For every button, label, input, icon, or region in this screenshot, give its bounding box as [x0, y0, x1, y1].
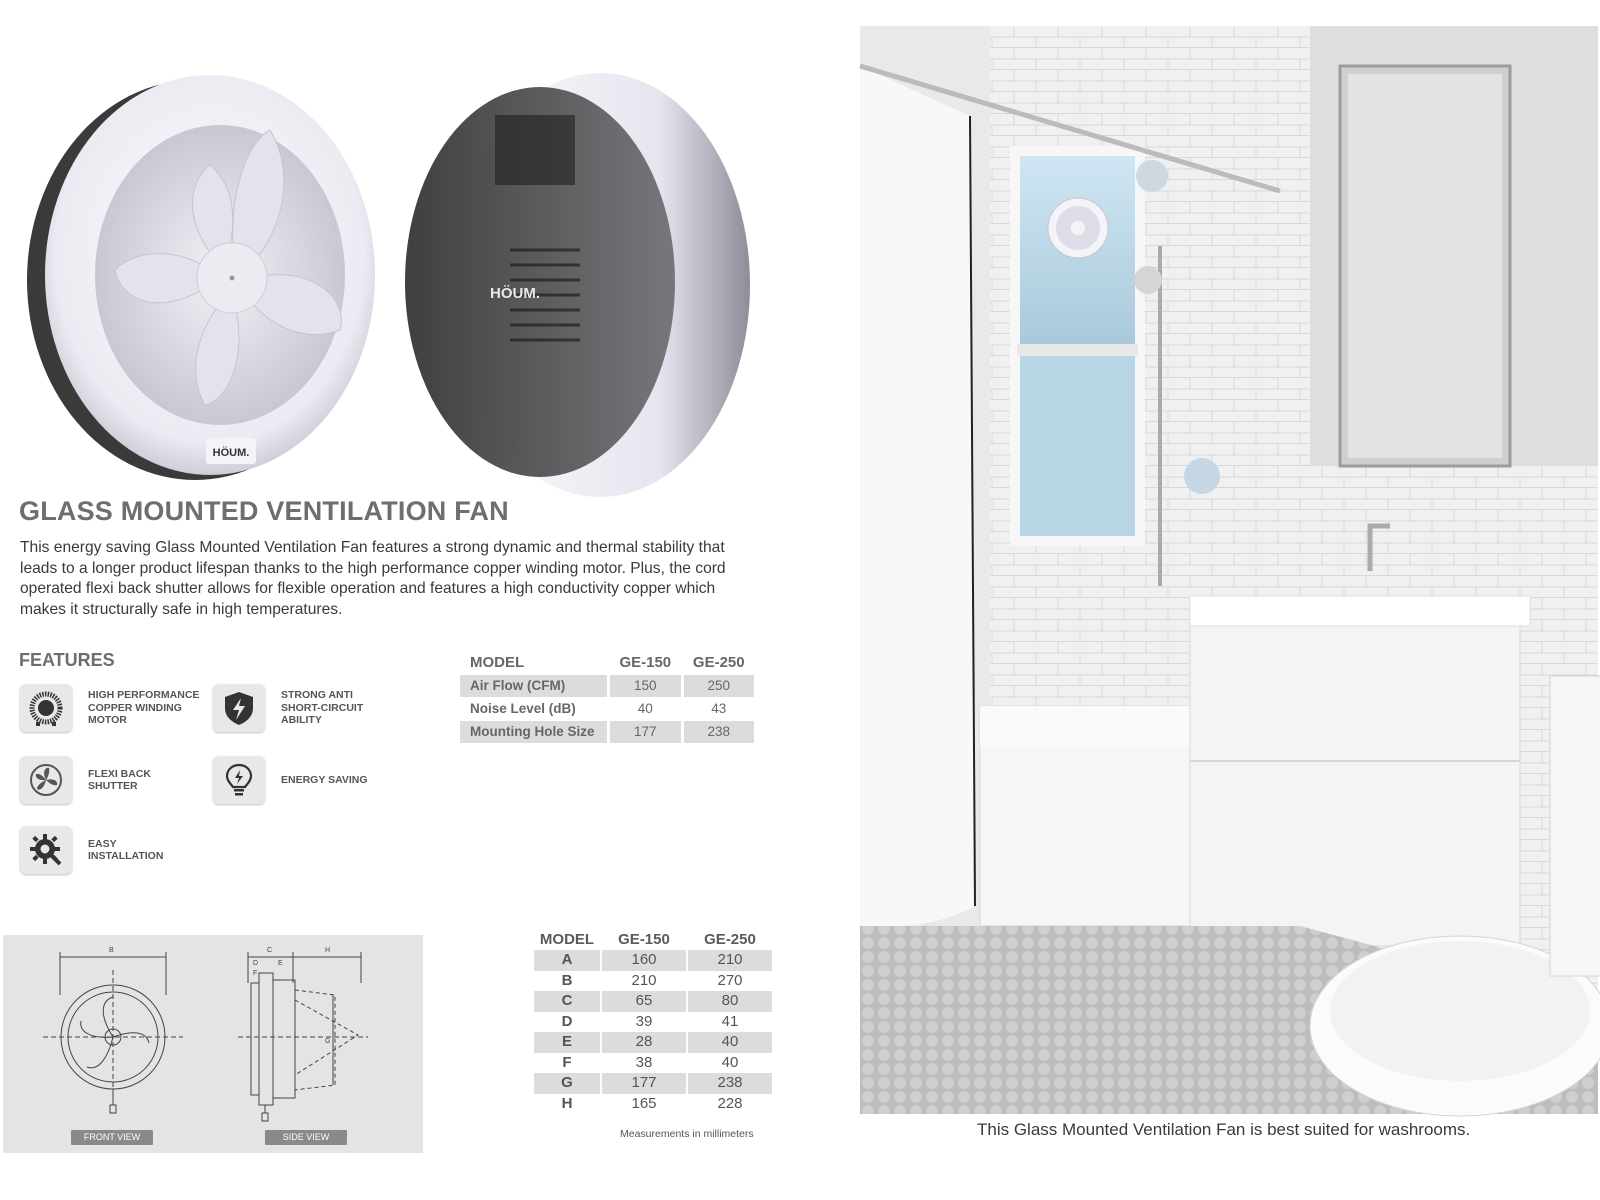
- cell-ge150: 38: [635, 1053, 653, 1071]
- cell-ge250: 270: [717, 971, 743, 989]
- header-ge250: GE-250: [692, 654, 745, 671]
- fan-front-image: [20, 70, 375, 480]
- table-row: [534, 1032, 774, 1053]
- cell-ge150: 177: [602, 1073, 686, 1094]
- feature-label: FLEXI BACK SHUTTER: [88, 767, 151, 792]
- cell-ge250: 80: [688, 991, 772, 1012]
- table-row: [534, 1053, 774, 1074]
- dim-label-h: H: [325, 947, 331, 954]
- side-view-label: SIDE VIEW: [265, 1130, 347, 1145]
- feature-energy-saving: [213, 756, 368, 804]
- spec-table-header: [460, 654, 754, 674]
- cell-ge250: 238: [684, 721, 754, 743]
- row-key: E: [534, 1032, 600, 1053]
- fan-back-image: [400, 70, 752, 500]
- dimension-table-header: [534, 930, 774, 950]
- row-key: B: [561, 971, 573, 989]
- row-key: D: [561, 1012, 573, 1030]
- row-label: Air Flow (CFM): [460, 675, 607, 697]
- row-label: Noise Level (dB): [470, 701, 576, 716]
- row-key: A: [534, 950, 600, 971]
- product-description: This energy saving Glass Mounted Ventilation Fan features a strong dynamic and thermal stability that leads to a longer product lifespan thanks to the high performance copper winding motor. Plus, the cord operated flexi back shutter allows for flexible operation and features a high conductivity copper which makes it structurally safe in high temperatures.: [20, 539, 726, 618]
- header-model: MODEL: [470, 654, 525, 671]
- dim-label-e: E: [278, 960, 283, 967]
- table-row: [534, 1012, 774, 1033]
- cell-ge150: 28: [602, 1032, 686, 1053]
- dim-label-c: C: [267, 947, 273, 954]
- dimension-table: [534, 930, 774, 1114]
- table-row: [534, 1094, 774, 1115]
- feature-label: ENERGY SAVING: [281, 773, 368, 786]
- feature-anti-short-circuit: [213, 684, 363, 732]
- cell-ge250: 238: [688, 1073, 772, 1094]
- cell-ge250: 210: [688, 950, 772, 971]
- table-row: [460, 675, 754, 697]
- row-label: Mounting Hole Size: [460, 721, 607, 743]
- fan-blade-icon: [20, 756, 72, 804]
- feature-copper-motor: [20, 684, 199, 732]
- features-heading: FEATURES: [19, 650, 115, 670]
- table-row: [534, 991, 774, 1012]
- cell-ge250: 43: [711, 701, 727, 716]
- cell-ge150: 160: [602, 950, 686, 971]
- feature-label: EASY INSTALLATION: [88, 837, 164, 862]
- cell-ge250: 250: [684, 675, 754, 697]
- cell-ge150: 210: [631, 971, 657, 989]
- table-row: [534, 971, 774, 992]
- cell-ge150: 165: [631, 1094, 657, 1112]
- technical-diagram: [3, 935, 423, 1153]
- header-ge150: GE-150: [618, 931, 670, 948]
- product-title: GLASS MOUNTED VENTILATION FAN: [19, 496, 509, 526]
- cell-ge250: 41: [721, 1012, 739, 1030]
- feature-label: HIGH PERFORMANCE COPPER WINDING MOTOR: [88, 689, 200, 727]
- dim-label-b: B: [109, 947, 114, 954]
- gear-wrench-icon: [20, 826, 72, 874]
- bathroom-scene: [860, 26, 1598, 1114]
- feature-label: STRONG ANTI SHORT-CIRCUIT ABILITY: [281, 689, 364, 727]
- dim-label-g: G: [325, 1038, 331, 1045]
- cell-ge150: 40: [637, 701, 653, 716]
- lightning-shield-icon: [213, 684, 265, 732]
- diagram-drawing: [3, 935, 423, 1153]
- cell-ge250: 40: [721, 1053, 739, 1071]
- cell-ge150: 65: [602, 991, 686, 1012]
- table-row: [460, 721, 754, 743]
- cell-ge150: 150: [610, 675, 680, 697]
- measurements-note: Measurements in millimeters: [620, 1128, 754, 1140]
- lightbulb-icon: [213, 756, 265, 804]
- cell-ge250: 40: [688, 1032, 772, 1053]
- cell-ge150: 39: [635, 1012, 653, 1030]
- performance-spec-table: [460, 654, 754, 743]
- dim-label-d: D: [253, 960, 259, 967]
- header-ge150: GE-150: [619, 654, 672, 671]
- copper-motor-icon: [20, 684, 72, 732]
- table-row: [534, 1073, 774, 1094]
- feature-flexi-shutter: [20, 756, 151, 804]
- row-key: G: [534, 1073, 600, 1094]
- front-view-label: FRONT VIEW: [71, 1130, 153, 1145]
- row-key: F: [562, 1053, 572, 1071]
- header-ge250: GE-250: [704, 931, 756, 948]
- photo-caption: This Glass Mounted Ventilation Fan is best suited for washrooms.: [977, 1120, 1471, 1139]
- fan-brand-logo: HÖUM.: [212, 447, 250, 459]
- fan-back-brand-logo: HÖUM.: [490, 285, 540, 302]
- cell-ge150: 177: [610, 721, 680, 743]
- row-key: H: [561, 1094, 573, 1112]
- feature-easy-installation: [20, 826, 163, 874]
- cell-ge250: 228: [717, 1094, 743, 1112]
- table-row: [460, 698, 754, 720]
- row-key: C: [534, 991, 600, 1012]
- table-row: [534, 950, 774, 971]
- bathroom-photo: [860, 26, 1598, 1114]
- dim-label-f: F: [253, 970, 258, 977]
- header-model: MODEL: [539, 931, 595, 948]
